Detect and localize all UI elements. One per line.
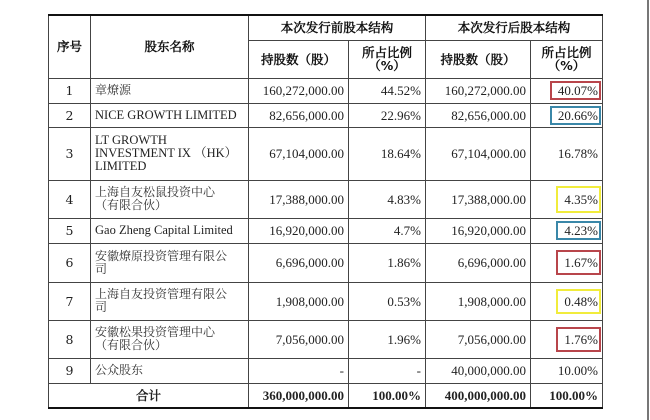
shareholder-name-line: 上海自友投资管理有限公 <box>95 287 228 301</box>
cell-name: Gao Zheng Capital Limited <box>91 218 249 243</box>
cell-ratio-after <box>531 78 603 103</box>
table-row <box>49 243 603 282</box>
shareholder-name-line: （有限合伙） <box>95 198 168 212</box>
shareholder-name: 章燎源 <box>95 83 132 97</box>
shareholder-name-line: （有限合伙） <box>95 338 168 352</box>
total-ratio-after: 100.00% <box>531 383 603 408</box>
cell-ratio-after <box>531 218 603 243</box>
shareholder-name: 公众股东 <box>95 363 144 377</box>
cell-ratio-after <box>531 180 603 218</box>
cell-ratio-before: 22.96% <box>349 103 426 127</box>
page-edge-divider <box>647 0 649 420</box>
highlight-box-yellow: 4.35% <box>556 186 601 213</box>
cell-name <box>91 78 249 103</box>
cell-shares-before: 160,272,000.00 <box>249 78 349 103</box>
cell-seq: 8 <box>49 320 91 358</box>
cell-ratio-before: 18.64% <box>349 127 426 180</box>
shareholder-name-line: INVESTMENT IX （HK） <box>95 146 238 160</box>
cell-name <box>91 320 249 358</box>
cell-shares-before: 1,908,000.00 <box>249 282 349 320</box>
cell-seq: 2 <box>49 103 91 127</box>
shareholder-name-line: LT GROWTH <box>95 133 167 147</box>
table-row <box>49 218 603 243</box>
shareholder-name-line: LIMITED <box>95 159 147 173</box>
cell-shares-before: 7,056,000.00 <box>249 320 349 358</box>
cell-ratio-before: 0.53% <box>349 282 426 320</box>
cell-seq: 5 <box>49 218 91 243</box>
header-ratio-after-line1: 所占比例 <box>541 45 592 60</box>
header-ratio-after <box>531 40 603 78</box>
cell-name <box>91 127 249 180</box>
cell-name <box>91 243 249 282</box>
cell-ratio-before: - <box>349 358 426 383</box>
cell-shares-before: - <box>249 358 349 383</box>
header-before-group: 本次发行前股本结构 <box>249 15 426 40</box>
header-name: 股东名称 <box>91 15 249 78</box>
highlight-box-blue: 4.23% <box>556 221 601 240</box>
cell-name: NICE GROWTH LIMITED <box>91 103 249 127</box>
cell-shares-after: 6,696,000.00 <box>426 243 531 282</box>
header-row-group <box>49 15 603 40</box>
shareholder-name-line: 司 <box>95 261 108 276</box>
table-row <box>49 78 603 103</box>
highlight-box-blue: 20.66% <box>550 106 601 125</box>
table-row <box>49 127 603 180</box>
cell-name <box>91 180 249 218</box>
header-ratio-before <box>349 40 426 78</box>
cell-shares-after: 160,272,000.00 <box>426 78 531 103</box>
header-seq: 序号 <box>49 15 91 78</box>
shareholder-name-line: 司 <box>95 300 108 314</box>
cell-shares-before: 82,656,000.00 <box>249 103 349 127</box>
cell-seq: 3 <box>49 127 91 180</box>
cell-ratio-after <box>531 243 603 282</box>
shareholder-name-line: 安徽松果投资管理中心 <box>95 325 216 339</box>
highlight-box-yellow: 0.48% <box>556 289 601 314</box>
header-ratio-before-line1: 所占比例 <box>361 45 412 60</box>
cell-shares-before: 6,696,000.00 <box>249 243 349 282</box>
cell-ratio-before: 4.7% <box>349 218 426 243</box>
header-ratio-before-line2: （%） <box>368 58 406 73</box>
cell-seq: 7 <box>49 282 91 320</box>
cell-shares-after: 67,104,000.00 <box>426 127 531 180</box>
cell-ratio-before: 4.83% <box>349 180 426 218</box>
cell-ratio-after <box>531 103 603 127</box>
highlight-box-red: 1.67% <box>556 250 601 275</box>
cell-shares-before: 67,104,000.00 <box>249 127 349 180</box>
shareholding-structure-table <box>48 14 603 409</box>
total-row <box>49 383 603 408</box>
cell-shares-after: 82,656,000.00 <box>426 103 531 127</box>
cell-seq: 9 <box>49 358 91 383</box>
cell-shares-after: 17,388,000.00 <box>426 180 531 218</box>
cell-shares-after: 7,056,000.00 <box>426 320 531 358</box>
cell-shares-after: 16,920,000.00 <box>426 218 531 243</box>
cell-name <box>91 358 249 383</box>
cell-shares-before: 17,388,000.00 <box>249 180 349 218</box>
shareholder-name-line: 安徽燎原投资管理有限公 <box>95 248 228 263</box>
cell-shares-after: 1,908,000.00 <box>426 282 531 320</box>
cell-seq: 4 <box>49 180 91 218</box>
header-shares-after: 持股数（股） <box>426 40 531 78</box>
cell-ratio-before: 44.52% <box>349 78 426 103</box>
shareholder-name-line: 上海自友松鼠投资中心 <box>95 185 216 199</box>
cell-ratio-after: 16.78% <box>531 127 603 180</box>
cell-seq: 6 <box>49 243 91 282</box>
highlight-box-red: 40.07% <box>550 81 601 100</box>
header-shares-before: 持股数（股） <box>249 40 349 78</box>
cell-name <box>91 282 249 320</box>
total-shares-after: 400,000,000.00 <box>426 383 531 408</box>
table-row <box>49 358 603 383</box>
header-ratio-after-line2: （%） <box>547 58 586 73</box>
table-row <box>49 282 603 320</box>
total-label: 合计 <box>49 383 249 408</box>
cell-ratio-after: 10.00% <box>531 358 603 383</box>
cell-ratio-before: 1.96% <box>349 320 426 358</box>
table-row <box>49 320 603 358</box>
cell-shares-after: 40,000,000.00 <box>426 358 531 383</box>
header-after-group: 本次发行后股本结构 <box>426 15 603 40</box>
cell-ratio-before: 1.86% <box>349 243 426 282</box>
table-row <box>49 103 603 127</box>
table-row <box>49 180 603 218</box>
total-shares-before: 360,000,000.00 <box>249 383 349 408</box>
cell-shares-before: 16,920,000.00 <box>249 218 349 243</box>
cell-ratio-after <box>531 320 603 358</box>
cell-seq: 1 <box>49 78 91 103</box>
highlight-box-red: 1.76% <box>556 327 601 352</box>
total-ratio-before: 100.00% <box>349 383 426 408</box>
cell-ratio-after <box>531 282 603 320</box>
